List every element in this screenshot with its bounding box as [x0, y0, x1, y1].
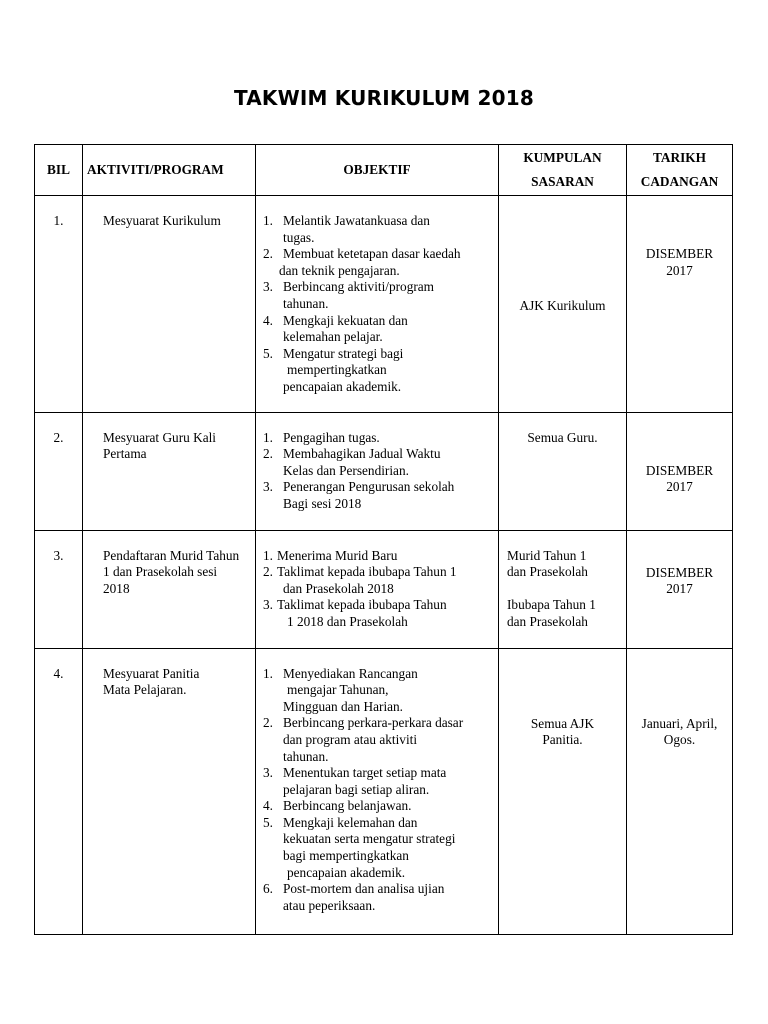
kumpulan-line: Semua AJK: [530, 715, 595, 731]
objektif-item: 3. Menentukan target setiap mata pelajaran bagi setiap aliran.: [263, 765, 447, 797]
objektif-item: 1. Menerima Murid Baru: [263, 547, 398, 563]
takwim-table: [34, 144, 733, 935]
kumpulan-line: dan Prasekolah: [507, 613, 588, 629]
tarikh-cell: [627, 648, 733, 934]
tarikh-line: 2017: [666, 581, 693, 597]
header-tarikh-line1: TARIKH: [653, 150, 706, 165]
header-row: [35, 145, 733, 196]
aktiviti-cell: [83, 196, 256, 413]
header-aktiviti: AKTIVITI/PROGRAM: [83, 145, 256, 196]
kumpulan-cell: [499, 196, 627, 413]
objektif-item: 2. Berbincang perkara-perkara dasar dan program atau aktiviti tahunan.: [263, 715, 464, 764]
bil-cell: 1.: [35, 196, 83, 413]
objektif-item: 1. Pengagihan tugas.: [263, 429, 380, 445]
bil-cell: 4.: [35, 648, 83, 934]
objektif-list: [263, 430, 494, 513]
objektif-cell: [256, 530, 499, 648]
objektif-item: 5. Mengkaji kelemahan dan kekuatan serta mengatur strategi bagi mempertingkatkan pencapaian akademik.: [263, 814, 456, 880]
bil-cell: 3.: [35, 530, 83, 648]
objektif-cell: [256, 648, 499, 934]
kumpulan-line: dan Prasekolah: [507, 564, 588, 580]
tarikh-line: 2017: [666, 262, 693, 278]
objektif-item: 2. Membahagikan Jadual Waktu Kelas dan Persendirian.: [263, 446, 441, 478]
objektif-item: 1. Menyediakan Rancangan mengajar Tahunan, Mingguan dan Harian.: [263, 665, 418, 714]
objektif-list: [263, 213, 494, 396]
header-tarikh-cadangan: [627, 145, 733, 196]
kumpulan-line: Ibubapa Tahun 1: [507, 597, 596, 613]
table-row: [35, 648, 733, 934]
objektif-item: 3. Berbincang aktiviti/program tahunan.: [263, 279, 435, 311]
header-bil: BIL: [35, 145, 83, 196]
kumpulan-cell: [499, 530, 627, 648]
kumpulan-line: Murid Tahun 1: [507, 547, 587, 563]
objektif-cell: [256, 412, 499, 530]
kumpulan-line: Panitia.: [542, 732, 583, 748]
kumpulan-cell: [499, 648, 627, 934]
objektif-item: 4. Berbincang belanjawan.: [263, 798, 412, 814]
aktiviti-line: Mata Pelajaran.: [103, 682, 187, 698]
aktiviti-line: Pendaftaran Murid Tahun: [103, 547, 240, 563]
objektif-list: [263, 666, 494, 915]
aktiviti-line: Mesyuarat Panitia: [103, 665, 200, 681]
header-kumpulan-line2: SASARAN: [531, 174, 594, 189]
tarikh-line: 2017: [666, 479, 693, 495]
aktiviti-line: Pertama: [103, 446, 147, 462]
kumpulan-cell: [499, 412, 627, 530]
objektif-item: 1. Melantik Jawatankuasa dan tugas.: [263, 213, 430, 245]
aktiviti-line: Mesyuarat Guru Kali: [103, 429, 216, 445]
aktiviti-cell: [83, 530, 256, 648]
aktiviti-line: Mesyuarat Kurikulum: [103, 213, 221, 228]
header-tarikh-line2: CADANGAN: [640, 174, 719, 189]
header-kumpulan-line1: KUMPULAN: [523, 150, 602, 165]
kumpulan-line: AJK Kurikulum: [519, 298, 606, 314]
aktiviti-cell: [83, 648, 256, 934]
tarikh-line: DISEMBER: [645, 246, 714, 261]
table-row: [35, 412, 733, 530]
tarikh-line: Ogos.: [663, 732, 696, 748]
table-row: [35, 530, 733, 648]
aktiviti-line: 2018: [103, 580, 130, 596]
aktiviti-cell: [83, 412, 256, 530]
objektif-cell: [256, 196, 499, 413]
kumpulan-line: Semua Guru.: [527, 429, 598, 445]
bil-cell: 2.: [35, 412, 83, 530]
tarikh-line: Januari, April,: [641, 715, 718, 731]
objektif-item: 2. Taklimat kepada ibubapa Tahun 1 dan Prasekolah 2018: [263, 564, 457, 596]
tarikh-cell: [627, 530, 733, 648]
header-kumpulan-sasaran: [499, 145, 627, 196]
objektif-item: 3. Taklimat kepada ibubapa Tahun 1 2018 dan Prasekolah: [263, 597, 447, 629]
aktiviti-line: 1 dan Prasekolah sesi: [103, 564, 218, 580]
objektif-item: 4. Mengkaji kekuatan dan kelemahan pelajar.: [263, 312, 408, 345]
tarikh-cell: [627, 412, 733, 530]
table-row: [35, 196, 733, 413]
document-title: TAKWIM KURIKULUM 2018: [233, 86, 535, 110]
objektif-list: [263, 548, 494, 631]
objektif-item: 3. Penerangan Pengurusan sekolah Bagi sesi 2018: [263, 479, 455, 511]
objektif-item: 2. Membuat ketetapan dasar kaedah dan teknik pengajaran.: [263, 246, 461, 278]
tarikh-line: DISEMBER: [645, 564, 714, 580]
tarikh-cell: [627, 196, 733, 413]
objektif-item: 6. Post-mortem dan analisa ujian atau peperiksaan.: [263, 881, 445, 913]
objektif-item: 5. Mengatur strategi bagi mempertingkatkan pencapaian akademik.: [263, 345, 404, 394]
tarikh-line: DISEMBER: [645, 462, 714, 478]
header-objektif: OBJEKTIF: [256, 145, 499, 196]
